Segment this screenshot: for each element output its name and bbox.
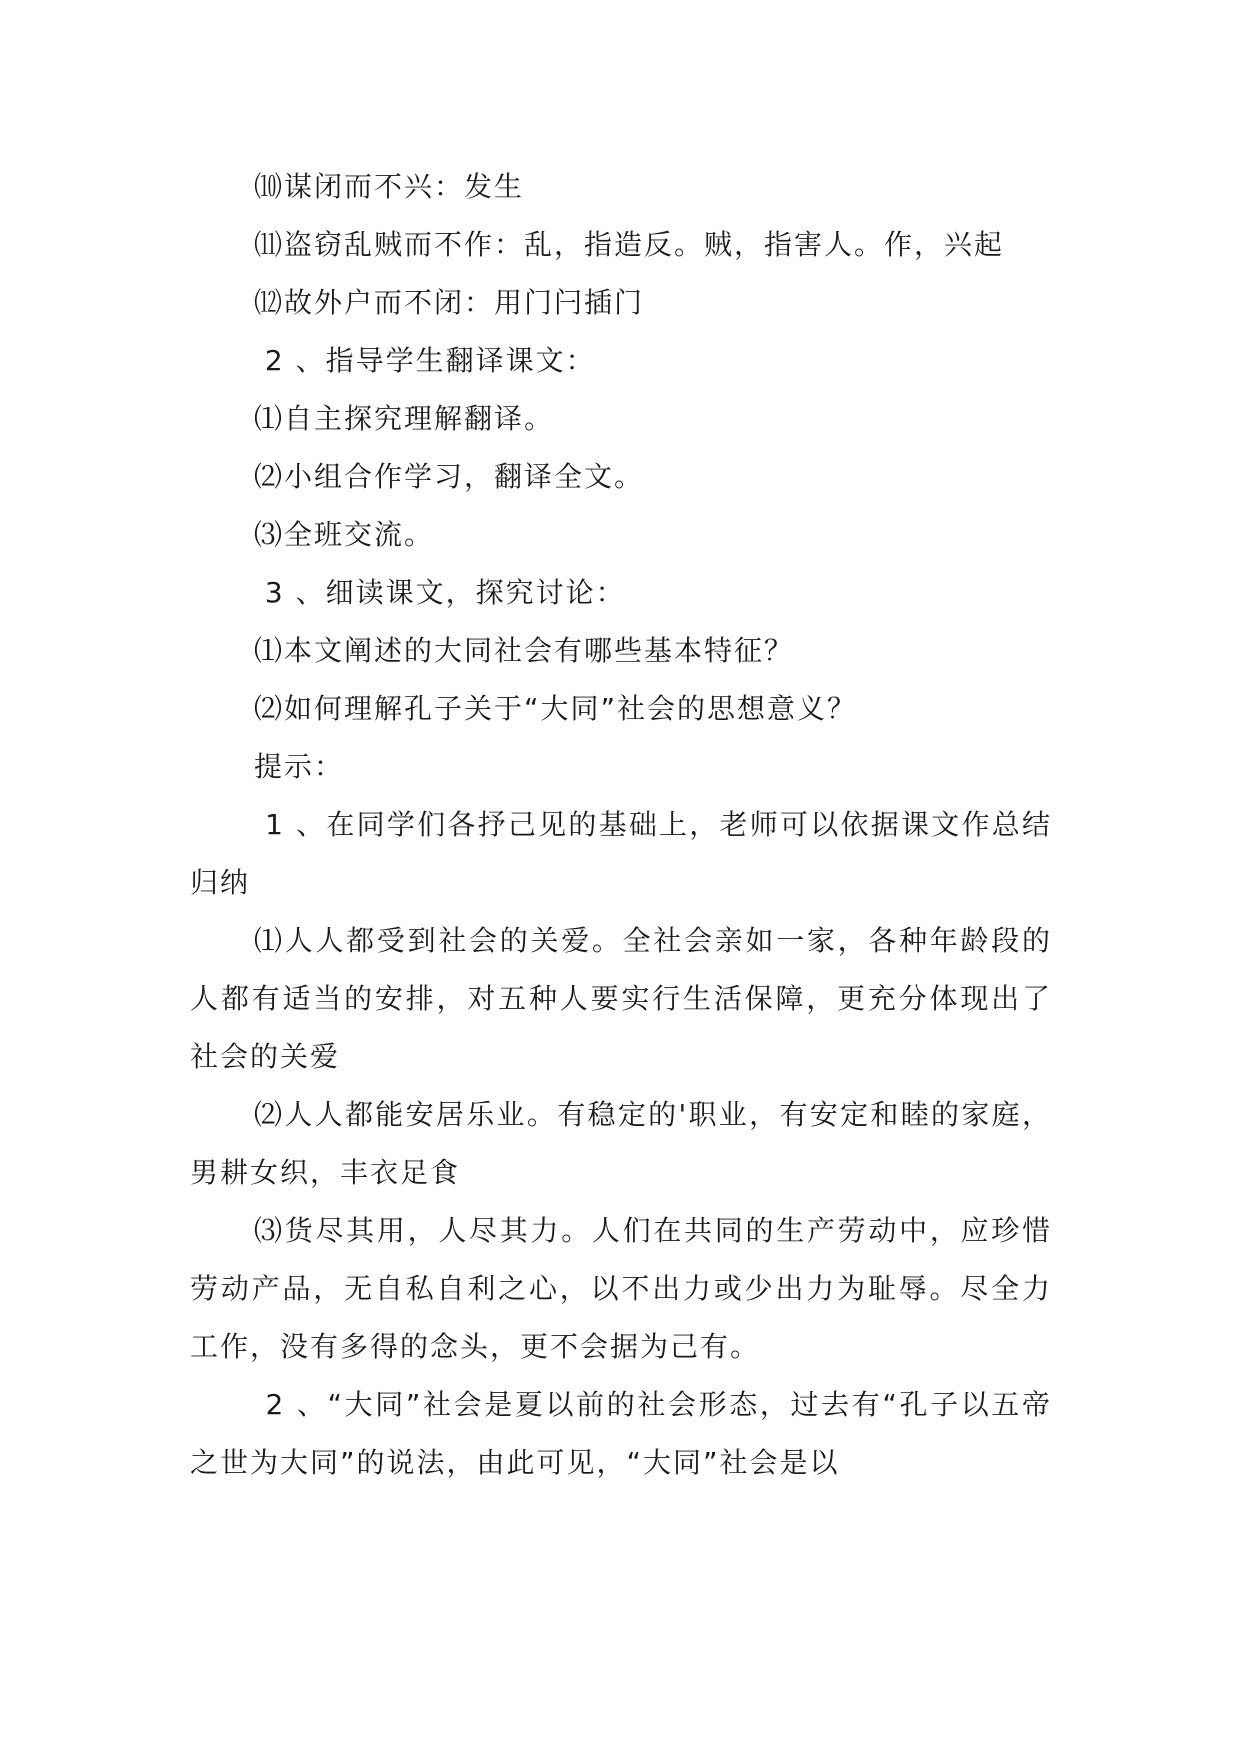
translation-item-3: ⑶全班交流。 bbox=[254, 518, 435, 551]
step-2-heading: 2 、指导学生翻译课文： bbox=[254, 344, 596, 377]
annotation-12: ⑿故外户而不闭：用门闩插门 bbox=[254, 286, 645, 319]
hint-2: 2 、“大同”社会是夏以前的社会形态，过去有“孔子以五帝之世为大同”的说法，由此可见，“大同”社会是以 bbox=[190, 1388, 1052, 1479]
document-page bbox=[190, 158, 1052, 1492]
hint-heading: 提示： bbox=[254, 750, 345, 783]
discussion-question-1: ⑴本文阐述的大同社会有哪些基本特征？ bbox=[254, 634, 795, 667]
hint-1-point-1: ⑴人人都受到社会的关爱。全社会亲如一家，各种年龄段的人都有适当的安排，对五种人要实行生活保障，更充分体现出了社会的关爱 bbox=[190, 924, 1052, 1073]
hint-1-point-3: ⑶货尽其用，人尽其力。人们在共同的生产劳动中，应珍惜劳动产品，无自私自利之心，以不出力或少出力为耻辱。尽全力工作，没有多得的念头，更不会据为己有。 bbox=[190, 1214, 1052, 1363]
annotation-10: ⑽谋闭而不兴：发生 bbox=[254, 170, 525, 203]
translation-item-1: ⑴自主探究理解翻译。 bbox=[254, 402, 555, 435]
hint-1-point-2: ⑵人人都能安居乐业。有稳定的'职业，有安定和睦的家庭，男耕女织，丰衣足食 bbox=[190, 1098, 1052, 1189]
step-3-heading: 3 、细读课文，探究讨论： bbox=[254, 576, 626, 609]
discussion-question-2: ⑵如何理解孔子关于“大同”社会的思想意义？ bbox=[254, 692, 858, 725]
hint-1: 1 、在同学们各抒己见的基础上，老师可以依据课文作总结归纳 bbox=[190, 808, 1053, 899]
translation-item-2: ⑵小组合作学习，翻译全文。 bbox=[254, 460, 645, 493]
annotation-11: ⑾盗窃乱贼而不作：乱，指造反。贼，指害人。作，兴起 bbox=[254, 228, 1005, 261]
